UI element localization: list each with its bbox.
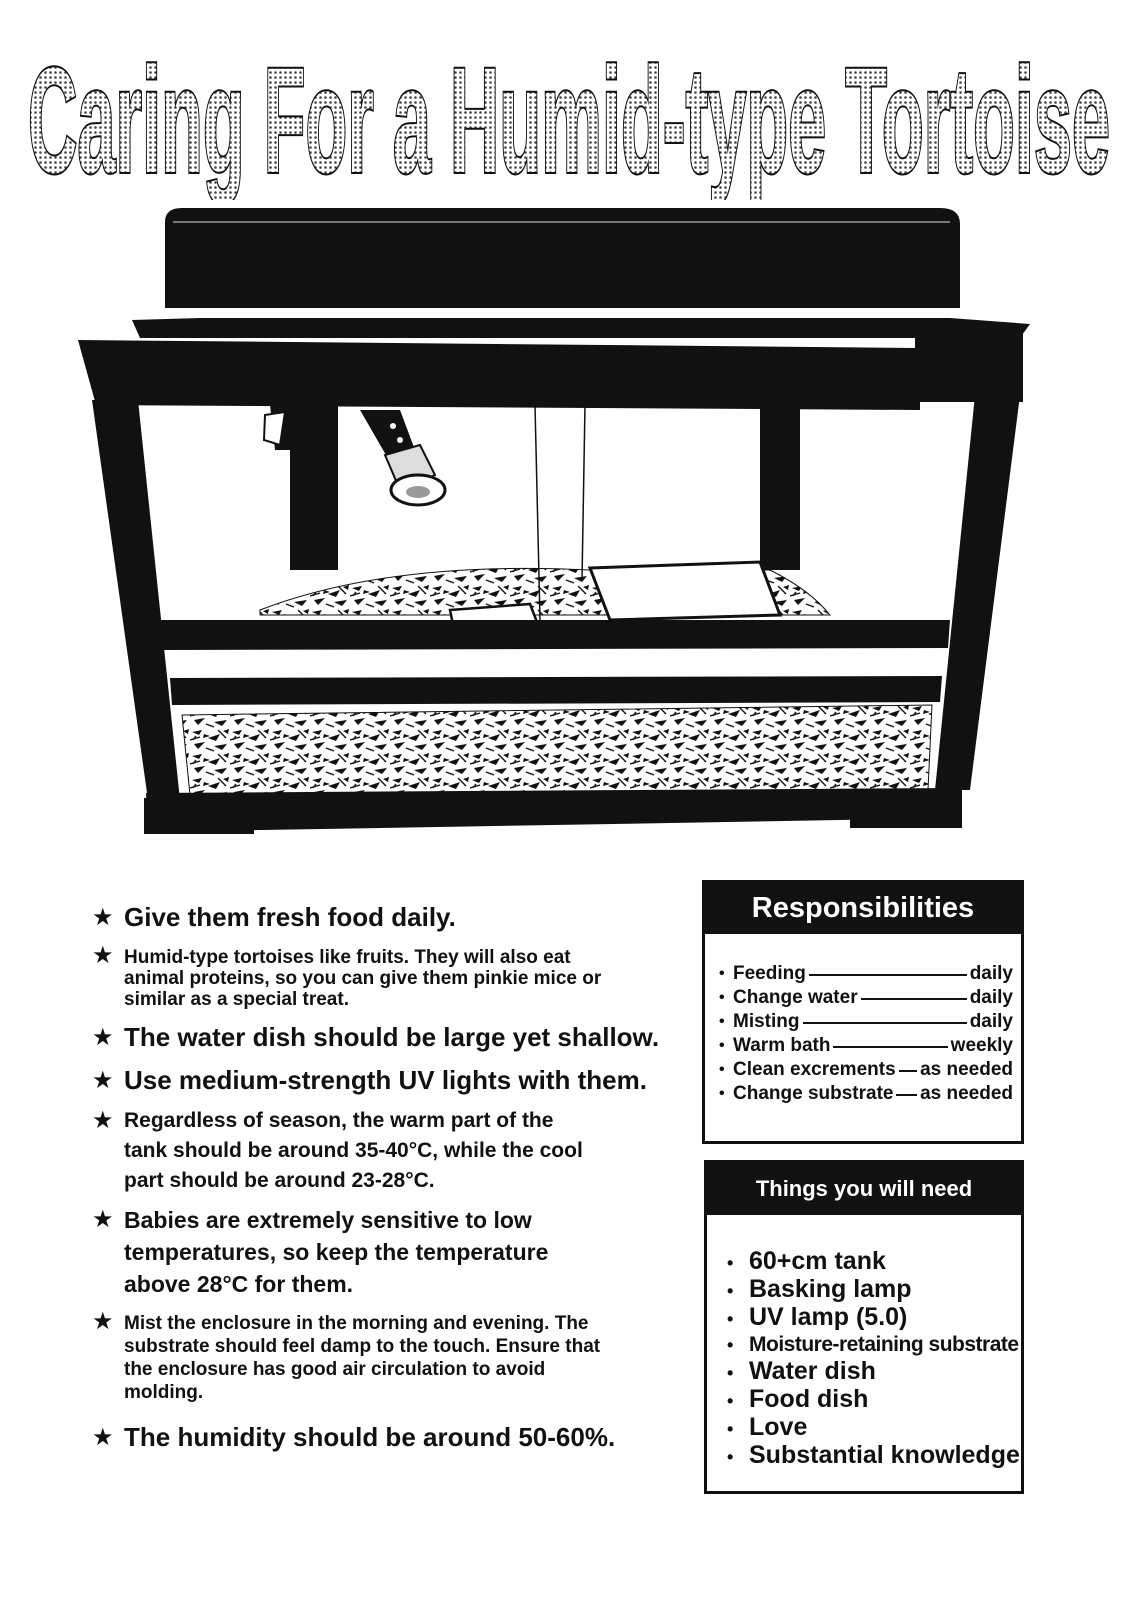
leader-line (899, 1070, 917, 1072)
list-item (727, 1412, 1015, 1443)
star-icon: ★ (92, 1024, 114, 1051)
tip-item (92, 1204, 594, 1300)
list-item (719, 1058, 1013, 1082)
item-label: 60+cm tank (749, 1247, 886, 1275)
tip-text: Use medium-strength UV lights with them. (124, 1065, 647, 1095)
star-icon: ★ (92, 1424, 114, 1451)
task-label: Clean excrements (733, 1059, 896, 1080)
frequency-label: as needed (920, 1083, 1013, 1104)
task-label: Feeding (733, 963, 806, 984)
leader-line (803, 1022, 967, 1024)
star-icon: ★ (92, 1107, 114, 1134)
things-needed-box (704, 1160, 1024, 1494)
task-label: Change substrate (733, 1083, 894, 1104)
tip-text: Humid-type tortoises like fruits. They will also eat animal proteins, so you can give them pinkie mice or similar as a special treat. (124, 947, 602, 1010)
bullet-icon: • (727, 1253, 734, 1273)
star-icon: ★ (92, 1206, 114, 1233)
list-item (727, 1384, 1015, 1415)
bullet-icon: • (727, 1390, 734, 1411)
frequency-label: daily (969, 1011, 1013, 1032)
responsibilities-box (702, 880, 1024, 1144)
bullet-icon: • (727, 1418, 734, 1439)
tip-item (92, 1106, 594, 1196)
star-icon: ★ (92, 1308, 114, 1335)
things-needed-list (707, 1215, 1021, 1470)
tip-text: Give them fresh food daily. (124, 902, 456, 932)
svg-text:Caring For a Humid-type Tortoi: Caring For a Humid-type Tortoise (28, 36, 1110, 200)
bullet-icon: • (719, 989, 725, 1006)
item-label: Moisture-retaining substrate (749, 1333, 1019, 1357)
bullet-icon: • (727, 1363, 734, 1384)
responsibilities-heading: Responsibilities (705, 883, 1021, 934)
title-lettering (28, 30, 1113, 200)
leader-line (833, 1046, 947, 1048)
list-item (719, 962, 1013, 986)
tip-item (92, 1022, 672, 1053)
item-label: Basking lamp (749, 1274, 912, 1303)
page-title (28, 30, 1113, 200)
terrarium-drawing (70, 200, 1060, 860)
item-label: Love (749, 1412, 808, 1441)
tip-item (92, 942, 624, 1010)
bullet-icon: • (727, 1446, 734, 1467)
item-label: UV lamp (5.0) (749, 1302, 908, 1331)
bullet-icon: • (719, 965, 725, 982)
star-icon: ★ (92, 1067, 114, 1094)
bullet-icon: • (719, 1013, 725, 1030)
bullet-icon: • (719, 1061, 725, 1078)
tip-item (92, 1308, 624, 1404)
bullet-icon: • (719, 1085, 725, 1102)
leader-line (809, 974, 967, 976)
care-tips-list (92, 902, 672, 1453)
star-icon: ★ (92, 904, 114, 931)
item-label: Food dish (749, 1384, 869, 1413)
bullet-icon: • (727, 1308, 734, 1329)
list-item (719, 986, 1013, 1010)
list-item (719, 1082, 1013, 1106)
list-item (727, 1249, 1015, 1277)
bullet-icon: • (727, 1280, 734, 1301)
leader-line (861, 998, 967, 1000)
frequency-label: daily (969, 987, 1013, 1008)
list-item (727, 1332, 1019, 1359)
list-item (727, 1274, 1015, 1305)
tip-text: The water dish should be large yet shallow. (124, 1022, 660, 1052)
list-item (727, 1302, 1015, 1333)
bullet-icon: • (719, 1037, 725, 1054)
frequency-label: daily (969, 963, 1013, 984)
list-item (727, 1440, 1020, 1471)
list-item (727, 1359, 1015, 1387)
task-label: Misting (733, 1011, 800, 1032)
task-label: Warm bath (733, 1035, 831, 1056)
leader-line (896, 1094, 917, 1096)
tip-item (92, 1065, 672, 1096)
frequency-label: weekly (950, 1035, 1013, 1056)
frequency-label: as needed (920, 1059, 1013, 1080)
task-label: Change water (733, 987, 858, 1008)
tip-text: Mist the enclosure in the morning and evening. The substrate should feel damp to the touch. Ensure that the enclosure has good air circulation to avoid molding. (124, 1313, 601, 1403)
tip-text: The humidity should be around 50-60%. (124, 1422, 616, 1452)
list-item (719, 1010, 1013, 1034)
item-label: Water dish (749, 1357, 876, 1386)
tip-text: Babies are extremely sensitive to low temperatures, so keep the temperature above 28°C for them. (124, 1207, 549, 1297)
tip-text: Regardless of season, the warm part of the tank should be around 35-40°C, while the cool part should be around 23-28°C. (124, 1109, 583, 1192)
tip-item (92, 1422, 672, 1453)
things-needed-heading: Things you will need (707, 1163, 1021, 1215)
bullet-icon: • (727, 1335, 733, 1356)
tank-illustration (70, 200, 1060, 860)
list-item (719, 1034, 1013, 1058)
item-label: Substantial knowledge (749, 1440, 1020, 1469)
tip-item (92, 902, 672, 933)
star-icon: ★ (92, 942, 114, 969)
responsibilities-list (705, 934, 1021, 1106)
